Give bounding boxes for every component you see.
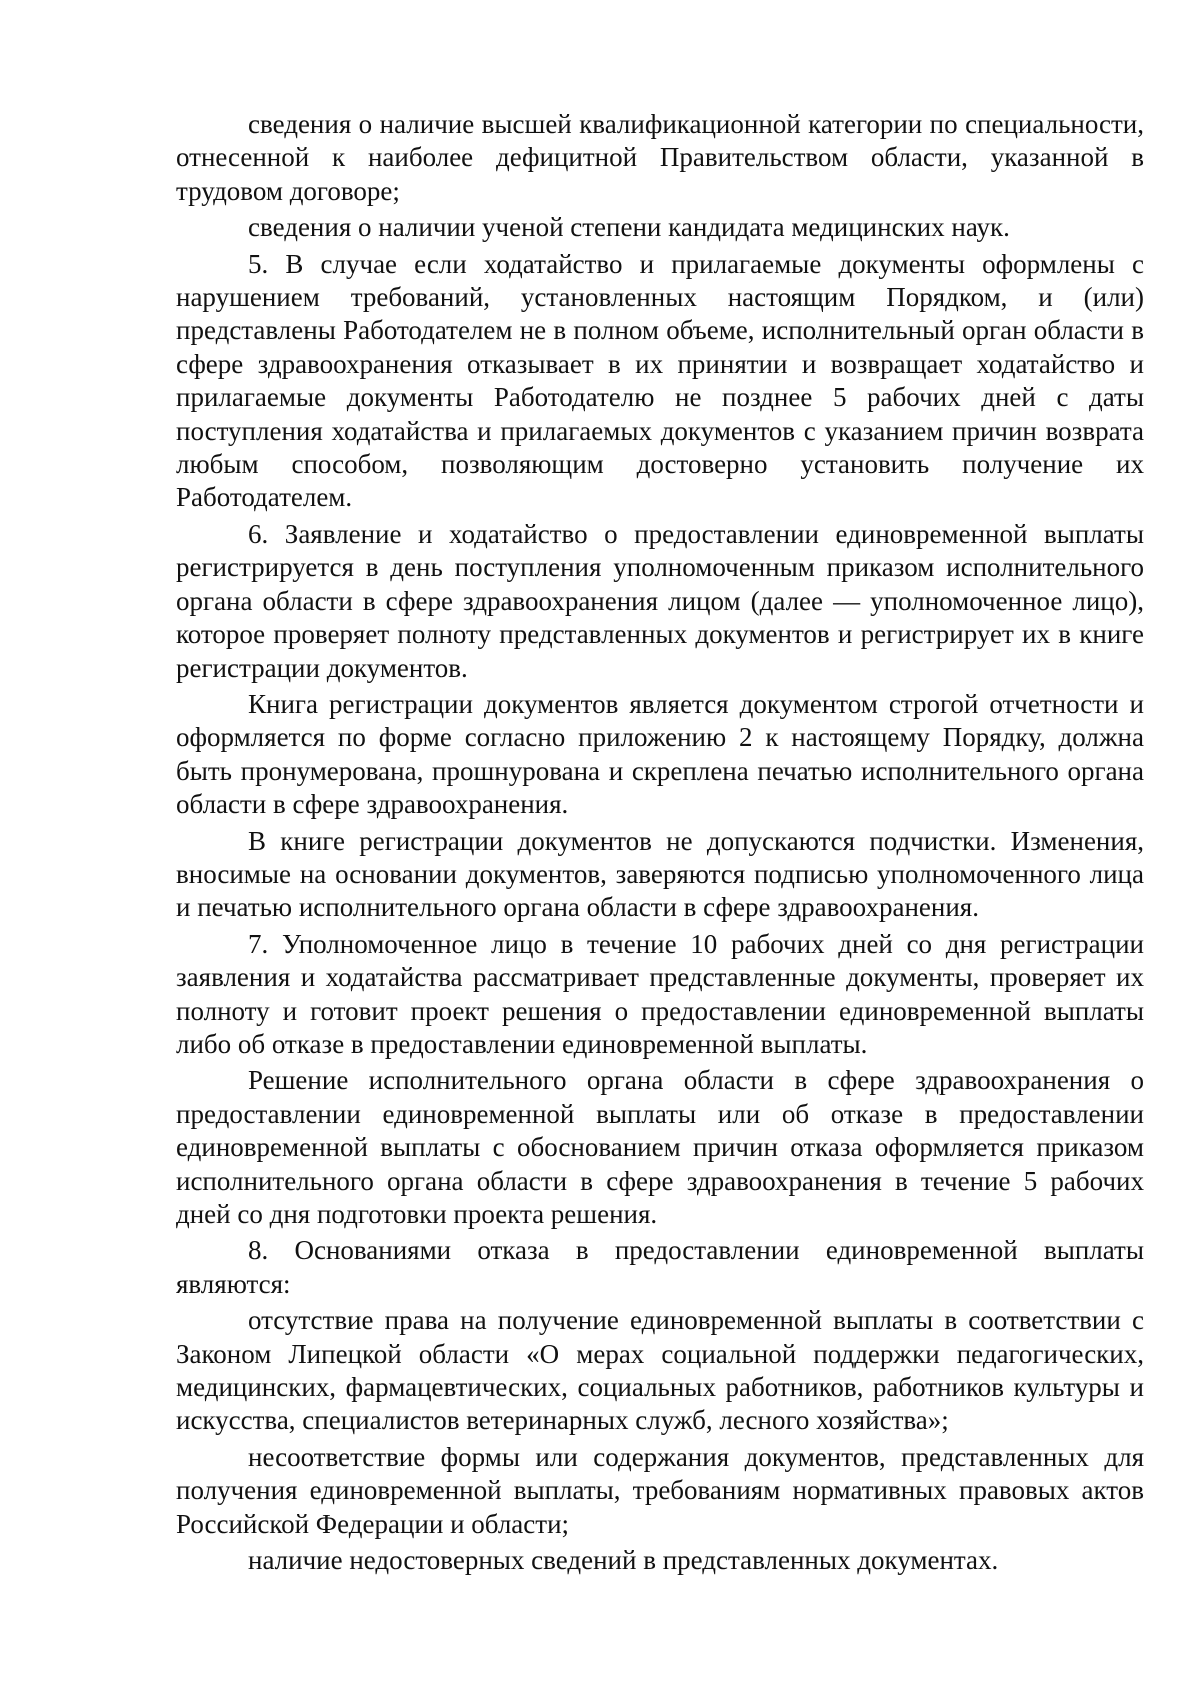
paragraph-refusal-no-right: отсутствие права на получение единовременной выплаты в соответствии с Законом Липецкой области «О мерах социальной поддержки педагогических, медицинских, фармацевтических, социальных работников, работников культуры и искусства, специалистов ветеринарных служб, лесного хозяйства»; <box>176 1305 1144 1436</box>
paragraph-decision: Решение исполнительного органа области в сфере здравоохранения о предоставлении единовременной выплаты или об отказе в предоставлении единовременной выплаты с обоснованием причин отказа оформляется приказом исполнительного органа области в сфере здравоохранения в течение 5 рабочих дней со дня подготовки проекта решения. <box>176 1065 1144 1229</box>
paragraph-item-8: 8. Основаниями отказа в предоставлении единовременной выплаты являются: <box>176 1235 1144 1299</box>
paragraph-item-7: 7. Уполномоченное лицо в течение 10 рабочих дней со дня регистрации заявления и ходатайства рассматривает представленные документы, проверяет их полноту и готовит проект решения о предоставлении единовременной выплаты либо об отказе в предоставлении единовременной выплаты. <box>176 928 1144 1059</box>
paragraph-registry-book: Книга регистрации документов является документом строгой отчетности и оформляется по форме согласно приложению 2 к настоящему Порядку, должна быть пронумерована, прошнурована и скреплена печатью исполнительного органа области в сфере здравоохранения. <box>176 688 1144 820</box>
document-page <box>176 108 1144 1580</box>
paragraph-item-6: 6. Заявление и ходатайство о предоставлении единовременной выплаты регистрируется в день поступления уполномоченным приказом исполнительного органа области в сфере здравоохранения лицом (далее — уполномоченное лицо), которое проверяет полноту представленных документов и регистрирует их в книге регистрации документов. <box>176 518 1144 683</box>
paragraph-item-5: 5. В случае если ходатайство и прилагаемые документы оформлены с нарушением требований, установленных настоящим Порядком, и (или) представлены Работодателем не в полном объеме, исполнительный орган области в сфере здравоохранения отказывает в их принятии и возвращает ходатайство и прилагаемые документы Работодателю не позднее 5 рабочих дней с даты поступления ходатайства и прилагаемых документов с указанием причин возврата любым способом, позволяющим достоверно установить получение их Работодателем. <box>176 248 1144 513</box>
paragraph-registry-corrections: В книге регистрации документов не допускаются подчистки. Изменения, вносимые на основании документов, заверяются подписью уполномоченного лица и печатью исполнительного органа области в сфере здравоохранения. <box>176 825 1144 923</box>
paragraph-degree-info: сведения о наличии ученой степени кандидата медицинских наук. <box>248 212 1010 243</box>
paragraph-category-info: сведения о наличие высшей квалификационной категории по специальности, отнесенной к наиболее дефицитной Правительством области, указанной в трудовом договоре; <box>176 109 1144 206</box>
paragraph-refusal-false-info: наличие недостоверных сведений в представленных документах. <box>248 1545 999 1576</box>
paragraph-refusal-nonconformity: несоответствие формы или содержания документов, представленных для получения единовременной выплаты, требованиям нормативных правовых актов Российской Федерации и области; <box>176 1441 1144 1539</box>
